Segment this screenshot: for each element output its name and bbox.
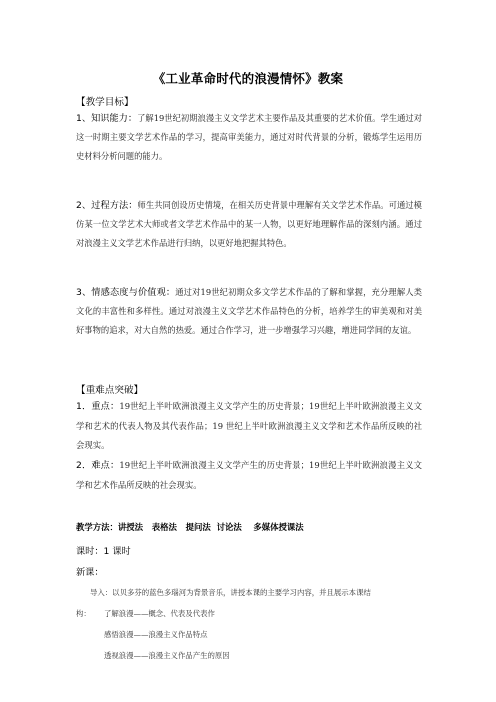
teaching-goals-heading: 【教学目标】: [76, 97, 134, 108]
key-point-label: 2．难点：: [76, 460, 120, 471]
new-lesson-label: 新课：: [76, 567, 104, 578]
document-title: 《工业革命时代的浪漫情怀》教案: [152, 71, 344, 86]
goal-label: 2、过程方法：: [76, 200, 138, 211]
structure-item-understand: 了解浪漫——概念、代表及代表作: [104, 609, 215, 618]
goal-label: 3、情感态度与价值观：: [76, 287, 176, 298]
goal-emotion-values: [76, 283, 422, 341]
goal-text: 师生共同创设历史情境，在相关历史背景中理解有关文学艺术作品。可通过模仿某一位文学艺术大师或者文学艺术作品中的某一人物，以更好地理解作品的深刻内涵。通过对浪漫主义文学艺术作品进行归纳，以更好地把握其特色。: [76, 200, 422, 249]
intro-line: 导入：以贝多芬的蓝色多瑙河为背景音乐，讲授本课的主要学习内容，并且展示本课结: [90, 588, 371, 597]
key-point-difficulty: [76, 456, 422, 495]
goal-process-method: [76, 196, 422, 254]
goal-knowledge-ability: [76, 109, 422, 167]
key-point-label: 1．重点：: [76, 401, 120, 412]
goal-label: 1、知识能力：: [76, 113, 138, 124]
key-point-text: 19世纪上半叶欧洲浪漫主义文学产生的历史背景；19世纪上半叶欧洲浪漫主义文学和艺术作品所反映的社会现实。: [76, 460, 422, 490]
goal-text: 了解19世纪初期浪漫主义文学艺术主要作品及其重要的艺术价值。学生通过对这一时期主要文学艺术作品的学习，提高审美能力，通过对时代背景的分析，锻炼学生运用历史材料分析问题的能力。: [76, 113, 422, 162]
structure-item-perspective: 透视浪漫——浪漫主义作品产生的原因: [104, 651, 230, 660]
class-hours: 课时：1 课时: [76, 546, 131, 557]
key-points-heading: 【重难点突破】: [76, 385, 144, 396]
key-point-focus: [76, 397, 422, 456]
goal-text: 通过对19世纪初期众多文学艺术作品的了解和掌握，充分理解人类文化的丰富性和多样性。通过对浪漫主义文学艺术作品特色的分析，培养学生的审美观和对美好事物的追求，对大自然的热爱。通过合作学习，进一步增强学习兴趣，增进同学间的友谊。: [76, 287, 422, 336]
key-point-text: 19世纪上半叶欧洲浪漫主义文学产生的历史背景；19世纪上半叶欧洲浪漫主义文学和艺术的代表人物及其代表作品；19 世纪上半叶欧洲浪漫主义文学和艺术作品所反映的社会现实。: [76, 401, 422, 451]
intro-structure-label: 构：: [76, 609, 91, 618]
teaching-methods: 教学方法：讲授法 表格法 提问法 讨论法 多媒体授课法: [76, 522, 304, 532]
structure-item-feel: 感悟浪漫——浪漫主义作品特点: [104, 630, 208, 639]
